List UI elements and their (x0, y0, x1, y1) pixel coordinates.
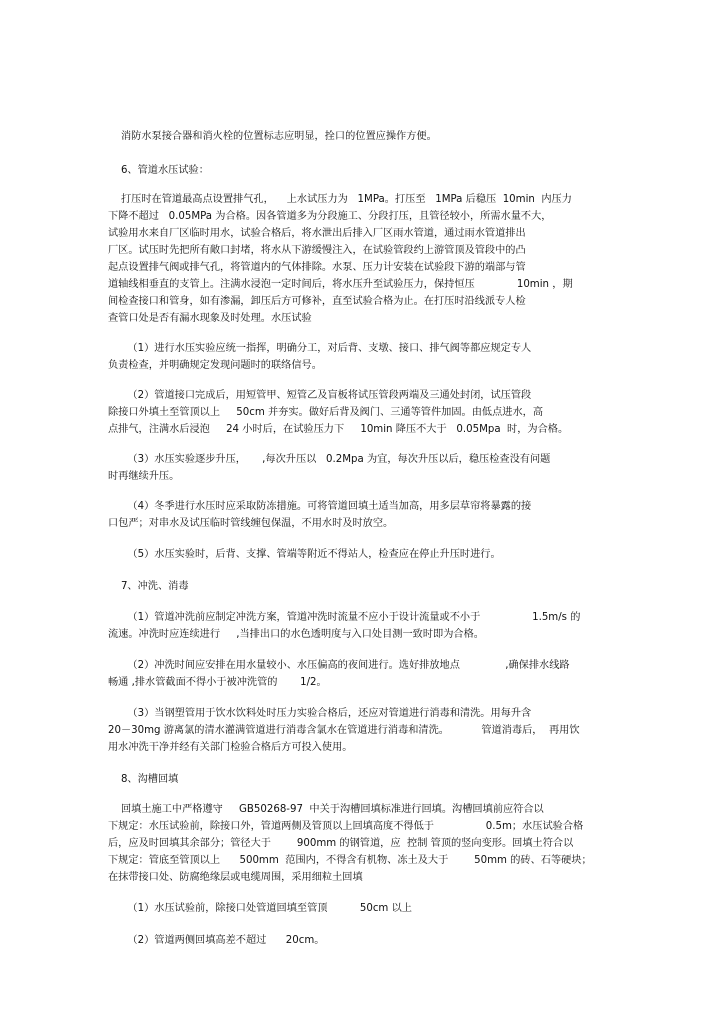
paragraph-line: 下规定：管底至管顶以上 500mm 范围内，不得含有机物、冻土及大于 50mm 的砖、石等硬块； (108, 855, 592, 866)
paragraph-line: （1）水压试验前，除接口处管道回填至管顶 50cm 以上 (108, 903, 412, 914)
paragraph-line: 间检查接口和管身，如有渗漏，卸压后方可修补，直至试验合格为止。在打压时沿线派专人检 (108, 296, 526, 307)
paragraph-line: （1）管道冲洗前应制定冲洗方案，管道冲洗时流量不应小于设计流量或不小于 1.5m/s 的 (108, 612, 581, 623)
paragraph-line: （1）进行水压实验应统一指挥，明确分工，对后背、支墩、接口、排气阀等都应规定专人 (108, 343, 532, 354)
paragraph-line: 畅通 ,排水管截面不得小于被冲洗管的 1/2。 (108, 677, 327, 688)
paragraph-line: 消防水泵接合器和消火栓的位置标志应明显，拴口的位置应操作方便。 (108, 131, 437, 142)
paragraph-line: （3）当钢塑管用于饮水饮料处时压力实验合格后，还应对管道进行消毒和清洗。用每升含 (108, 708, 532, 719)
paragraph-line: （5）水压实验时，后背、支撑、管端等附近不得站人，检查应在停止升压时进行。 (108, 549, 501, 560)
paragraph-line: 除接口外填土至管顶以上 50cm 并夯实。做好后背及阀门、三通等管件加固。由低点进水，高 (108, 407, 544, 418)
paragraph-line: 点排气，注满水后浸泡 24 小时后，在试验压力下 10min 降压不大于 0.05Mpa 时，为合格。 (108, 424, 569, 435)
paragraph-line: 厂区。试压时先把所有敞口封堵，将水从下游缓慢注入，在试验管段约上游管顶及管段中的凸 (108, 245, 526, 256)
paragraph-line: （4）冬季进行水压时应采取防冻措施。可将管道回填土适当加高，用多层草帘将暴露的接 (108, 501, 532, 512)
paragraph-line: 20－30mg 游离氯的清水灌满管道进行消毒含氯水在管道进行消毒和清洗。 管道消毒后， 再用饮 (108, 725, 580, 736)
paragraph-line: 回填土施工中严格遵守 GB50268-97 中关于沟槽回填标准进行回填。沟槽回填前应符合以 (108, 804, 544, 815)
paragraph-line: 道轴线相垂直的支管上。注满水浸泡一定时间后，将水压升至试验压力，保持恒压 10min ，期 (108, 279, 573, 290)
paragraph-line: 下规定：水压试验前，除接口外，管道两侧及管顶以上回填高度不得低于 0.5m；水压试验合格 (108, 821, 584, 832)
paragraph-line: 负责检查，并明确规定发现问题时的联络信号。 (108, 360, 322, 371)
paragraph-line: （2）冲洗时间应安排在用水量较小、水压偏高的夜间进行。选好排放地点 ,确保排水线路 (108, 660, 570, 671)
paragraph-line: （3）水压实验逐步升压， ,每次升压以 0.2Mpa 为宜，每次升压以后，稳压检查没有问题 (108, 454, 551, 465)
paragraph-line: 下降不超过 0.05MPa 为合格。因各管道多为分段施工、分段打压，且管径较小，所需水量不大， (108, 211, 552, 222)
section-heading: 6、管道水压试验： (108, 165, 209, 176)
paragraph-line: 试验用水来自厂区临时用水，试验合格后，将水泄出后排入厂区雨水管道，通过雨水管道排出 (108, 228, 526, 239)
section-heading: 8、沟槽回填 (108, 774, 179, 785)
paragraph-line: 用水冲洗干净并经有关部门检验合格后方可投入使用。 (108, 742, 353, 753)
section-heading: 7、冲洗、消毒 (108, 581, 189, 592)
paragraph-line: 流速。冲洗时应连续进行 ,当排出口的水色透明度与入口处目测一致时即为合格。 (108, 629, 484, 640)
paragraph-line: 后，应及时回填其余部分；管径大于 900mm 的钢管道，应 控制 管顶的竖向变形。回填土符合以 (108, 838, 574, 849)
paragraph-line: 口包严；对串水及试压临时管线缠包保温，不用水时及时放空。 (108, 518, 394, 529)
paragraph-line: 打压时在管道最高点设置排气孔， 上水试压力为 1MPa。打压至 1MPa 后稳压 10min 内压力 (108, 194, 572, 205)
paragraph-line: 起点设置排气阀或排气孔，将管道内的气体排除。水泵、压力计安装在试验段下游的端部与管 (108, 262, 526, 273)
paragraph-line: （2）管道接口完成后，用短管甲、短管乙及盲板将试压管段两端及三通处封闭，试压管段 (108, 390, 532, 401)
paragraph-line: 查管口处是否有漏水现象及时处理。水压试验 (108, 313, 312, 324)
paragraph-line: 在抹带接口处、防腐绝缘层或电缆周围，采用细粒土回填 (108, 872, 363, 883)
paragraph-line: （2）管道两侧回填高差不超过 20cm。 (108, 935, 325, 946)
paragraph-line: 时再继续升压。 (108, 471, 180, 482)
